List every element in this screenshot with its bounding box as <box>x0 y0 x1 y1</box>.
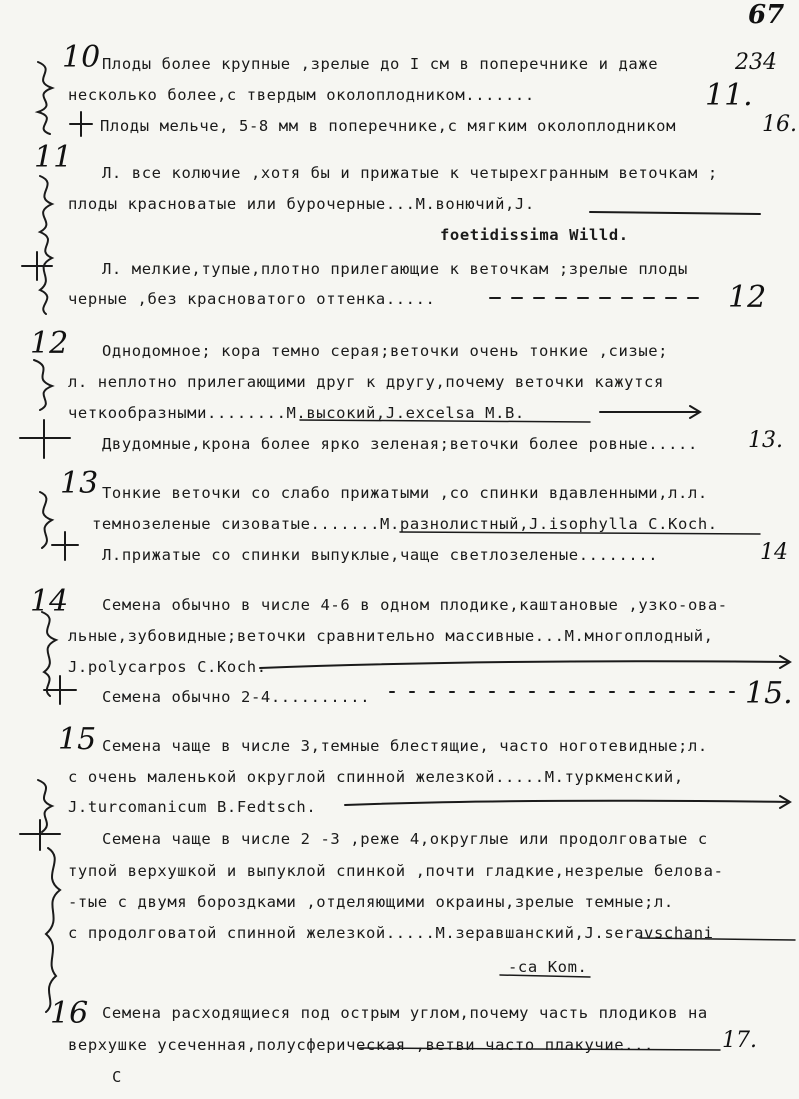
key-line: Семена обычно в числе 4-6 в одном плодике,каштановые ,узко-ова- <box>102 596 728 614</box>
key-line: черные ,без красноватого оттенка..... <box>68 290 436 308</box>
key-line: Однодомное; кора темно серая;веточки очень тонкие ,сизые; <box>102 342 669 360</box>
key-reference: 12 <box>728 280 767 315</box>
key-line: Семена обычно 2-4.......... <box>102 688 371 706</box>
margin-scribble <box>38 62 52 134</box>
key-line: верхушке усеченная,полусферическая ,ветви часто плакучие... <box>68 1036 654 1054</box>
margin-scribble <box>40 492 52 548</box>
key-line: Л.прижатые со спинки выпуклые,чаще светлозеленые........ <box>102 546 659 564</box>
plus-mark <box>20 820 60 850</box>
species-name: -ca Kom. <box>508 958 588 976</box>
key-line: тупой верхушкой и выпуклой спинкой ,почти гладкие,незрелые белова- <box>68 862 724 880</box>
arrow-line <box>600 406 700 418</box>
key-line: Плоды более крупные ,зрелые до I см в поперечнике и даже <box>102 55 659 73</box>
margin-scribble <box>40 176 52 314</box>
key-line: Л. мелкие,тупые,плотно прилегающие к веточкам ;зрелые плоды <box>102 260 688 278</box>
corner-number: 234 <box>735 50 777 75</box>
margin-scribble <box>38 780 52 832</box>
species-name: foetidissima Willd. <box>440 226 629 244</box>
key-line: Тонкие веточки со слабо прижатыми ,со спинки вдавленными,л.л. <box>102 484 708 502</box>
key-line: льные,зубовидные;веточки сравнительно массивные...М.многоплодный, <box>68 627 714 645</box>
key-line: темнозеленые сизоватые.......М.разнолистный,J.isophylla C.Koch. <box>92 515 718 533</box>
page-number: 67 <box>748 0 785 30</box>
key-line: Семена чаще в числе 3,темные блестящие, часто ноготевидные;л. <box>102 737 708 755</box>
key-reference: 16. <box>762 112 797 137</box>
key-reference: 17. <box>722 1028 757 1053</box>
key-line: с продолговатой спинной железкой.....М.зеравшанский,J.seravschani <box>68 924 714 942</box>
key-line: -тые с двумя бороздками ,отделяющими окраины,зрелые темные;л. <box>68 893 674 911</box>
key-line: плоды красноватые или бурочерные...М.вонючий,J. <box>68 195 535 213</box>
key-line: Двудомные,крона более ярко зеленая;веточки более ровные..... <box>102 435 698 453</box>
underline-mark <box>590 212 760 214</box>
plus-mark <box>70 112 92 136</box>
couplet-number: 13 <box>60 466 99 501</box>
key-line: Семена чаще в числе 2 -3 ,реже 4,округлые или продолговатые с <box>102 830 708 848</box>
couplet-number: 14 <box>30 584 69 619</box>
species-name: J.turcomanicum B.Fedtsch. <box>68 798 317 816</box>
plus-mark <box>22 252 52 280</box>
couplet-number: 11 <box>34 140 73 175</box>
key-reference: 11. <box>705 78 753 113</box>
key-reference: 15. <box>745 676 793 711</box>
key-line: Плоды мельче, 5-8 мм в поперечнике,с мягким околоплодником <box>100 117 677 135</box>
key-line: несколько более,с твердым околоплодником....... <box>68 86 535 104</box>
couplet-number: 15 <box>58 722 97 757</box>
key-line: л. неплотно прилегающими друг к другу,почему веточки кажутся <box>68 373 664 391</box>
footer-text: С <box>112 1068 122 1086</box>
key-reference: 14 <box>760 540 788 565</box>
key-reference: 13. <box>748 428 783 453</box>
plus-mark <box>20 420 70 458</box>
plus-mark <box>52 532 78 560</box>
couplet-number: 12 <box>30 326 69 361</box>
plus-mark <box>44 676 76 704</box>
species-name: J.polycarpos C.Koch. <box>68 658 267 676</box>
margin-scribble <box>42 612 56 696</box>
couplet-number: 10 <box>62 40 101 75</box>
margin-scribble <box>34 360 52 410</box>
key-line: четкообразными........М.высокий,J.excelsa M.B. <box>68 404 525 422</box>
key-line: Л. все колючие ,хотя бы и прижатые к четырехгранным веточкам ; <box>102 164 718 182</box>
key-line: Семена расходящиеся под острым углом,почему часть плодиков на <box>102 1004 708 1022</box>
key-line: с очень маленькой округлой спинной железкой.....М.туркменский, <box>68 768 684 786</box>
margin-scribble <box>46 848 60 1012</box>
arrow-line <box>260 656 790 668</box>
arrow-line <box>345 796 790 808</box>
couplet-number: 16 <box>50 996 89 1031</box>
